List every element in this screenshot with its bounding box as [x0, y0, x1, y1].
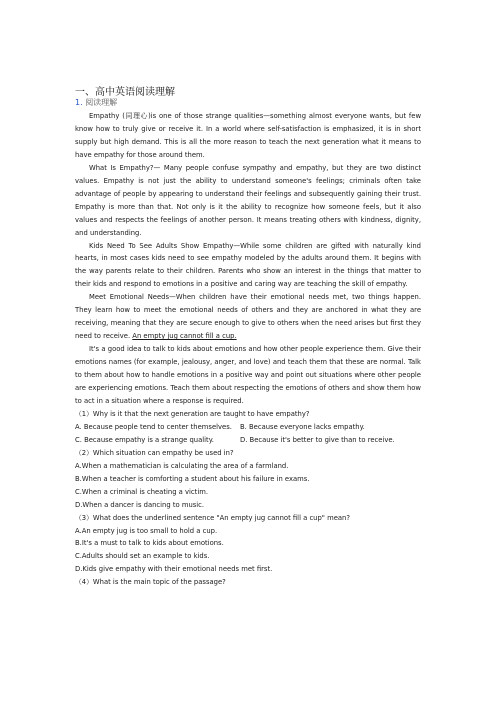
question-stem: （3）What does the underlined sentence "An empty jug cannot fill a cup" mean?: [75, 513, 350, 522]
question-stem: （2）Which situation can empathy be used in?: [75, 448, 234, 457]
question-3: [75, 512, 421, 577]
paragraph-1: Empathy (同理心)is one of those strange qualities—something almost everyone wants, but few know how to truly give or receive it. In a world where self-satisfaction is emphasized, it is in short supply but high demand. This is all the more reason to teach the next generation what it means to have empathy for those around them.: [75, 112, 422, 159]
paragraph-3: Kids Need To See Adults Show Empathy—While some children are gifted with naturally kind hearts, in most cases kids need to see empathy modeled by the adults around them. It begins with the way parents relate to their children. Parents who show an interest in the things that matter to their kids and respond to emotions in a positive and caring way are teaching the skill of empathy.: [75, 241, 421, 289]
question-2: [75, 447, 421, 512]
question-stem: （4）What is the main topic of the passage?: [75, 578, 226, 587]
paragraph-4: Meet Emotional Needs—When children have their emotional needs met, two things happen. They learn how to meet the emotional needs of others and they are anchored in what they are receiving, meaning that they are secure enough to give to others when the need arises but first they need to receive. An empty jug cannot fill a cup.: [75, 293, 421, 341]
option-b: B.When a teacher is comforting a student about his failure in exams.: [75, 474, 310, 483]
question-1: [75, 408, 421, 447]
reading-passage: [75, 110, 421, 589]
option-a: A.When a mathematician is calculating the area of a farmland.: [75, 461, 289, 470]
option-b: B. Because everyone lacks empathy.: [240, 422, 365, 431]
option-c: C.Adults should set an example to kids.: [75, 552, 210, 561]
option-a: A. Because people tend to center themselves.: [75, 422, 232, 431]
option-c: C.When a criminal is cheating a victim.: [75, 487, 208, 496]
question-heading: [75, 97, 117, 108]
paragraph-5: It's a good idea to talk to kids about emotions and how other people experience them. Give their emotions names (for example, jealousy, anger, and love) and teach them that these are normal. Talk to them about how to handle emotions in a positive way and point out situations where other people are experiencing emotions. Teach them about respecting the emotions of others and show them how to act in a situation where a response is required.: [75, 345, 421, 405]
question-type: 阅读理解: [85, 98, 118, 107]
option-d: D.Kids give empathy with their emotional needs met first.: [75, 565, 273, 574]
option-b: B.It's a must to talk to kids about emotions.: [75, 539, 224, 548]
underlined-sentence: An empty jug cannot fill a cup.: [132, 332, 237, 341]
option-d: D. Because it's better to give than to receive.: [240, 435, 395, 444]
option-c: C. Because empathy is a strange quality.: [75, 435, 214, 444]
option-d: D.When a dancer is dancing to music.: [75, 500, 205, 509]
paragraph-2: What Is Empathy?— Many people confuse sympathy and empathy, but they are two distinct values. Empathy is not just the ability to understand someone's feelings; criminals often take advantage of people by appearing to understand their feelings and subsequently gaining their trust. Empathy is more than that. Not only is it the ability to recognize how someone feels, but it also values and respects the feelings of another person. It means treating others with kindness, dignity, and understanding.: [75, 163, 421, 237]
option-a: A.An empty jug is too small to hold a cup.: [75, 526, 218, 535]
question-number: 1.: [75, 98, 83, 107]
question-4: [75, 576, 421, 589]
section-title: 一、高中英语阅读理解: [75, 87, 175, 98]
question-stem: （1）Why is it that the next generation are taught to have empathy?: [75, 409, 310, 418]
